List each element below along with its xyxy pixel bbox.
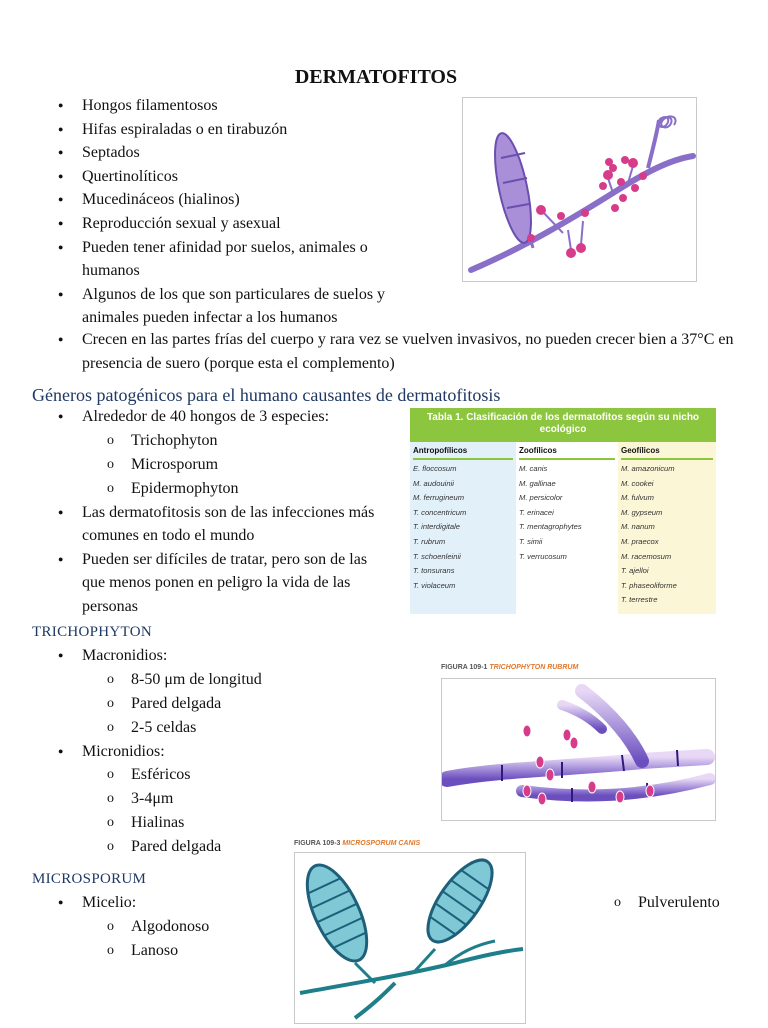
page-title: DERMATOFITOS: [294, 66, 458, 88]
microsporum-drawing: [295, 853, 525, 1023]
macronidios-list: [32, 668, 412, 740]
table-cell: M. amazonicum: [621, 464, 675, 473]
table-column-geofilicos: [618, 442, 716, 614]
list-item: ● Septados: [32, 141, 412, 165]
trichophyton-drawing: [442, 679, 715, 820]
genera-list: [32, 405, 392, 429]
column-header: Zoofílicos: [519, 444, 615, 460]
table-cell: T. erinacei: [519, 507, 554, 517]
list-item: o Esféricos: [32, 763, 412, 787]
table-cell: T. tonsurans: [413, 566, 455, 576]
list-item: ● Hifas espiraladas o en tirabuzón: [32, 118, 412, 142]
table-cell: T. phaseoliforme: [621, 580, 677, 590]
list-item: ● Crecen en las partes frías del cuerpo y rara vez se vuelven invasivos, no pueden crecer bien a 37°C en presencia de suero (porque esta el complemento): [32, 328, 752, 375]
microsporum-list: [32, 891, 292, 915]
sub-bullet-marker: o: [614, 895, 621, 910]
list-item: o Trichophyton: [32, 429, 392, 453]
list-item: ● Alrededor de 40 hongos de 3 especies:: [32, 405, 392, 429]
table-cell: M. gallinae: [519, 478, 556, 488]
table-cell: M. audouinii: [413, 478, 454, 488]
table-cell: T. verrucosum: [519, 551, 567, 561]
column-header: Antropofílicos: [413, 444, 513, 460]
species-list: [32, 429, 392, 501]
intro-list: [32, 94, 412, 330]
trichophyton-list: [32, 644, 412, 668]
list-item: ● Quertinolíticos: [32, 165, 412, 189]
table-cell: T. simii: [519, 536, 543, 546]
list-item: ● Mucedináceos (hialinos): [32, 188, 412, 212]
microsporum-section: [32, 891, 292, 963]
table-cell: M. gypseum: [621, 507, 663, 517]
table-cell: M. nanum: [621, 522, 655, 532]
trichophyton-section: [32, 644, 412, 859]
table-cell: M. praecox: [621, 536, 659, 546]
table-columns: [410, 442, 716, 614]
table-cell: T. schoenleinii: [413, 551, 461, 561]
dermatophyte-classification-table: [410, 408, 716, 614]
list-item: ● Macronidios:: [32, 644, 412, 668]
list-item: ● Algunos de los que son particulares de suelos y animales pueden infectar a los humanos: [32, 283, 412, 330]
table-title: Tabla 1. Clasificación de los dermatofitos según su nicho ecológico: [410, 408, 716, 442]
table-cell: T. mentagrophytes: [519, 522, 582, 532]
table-cell: T. violaceum: [413, 580, 456, 590]
list-item: ● Micelio:: [32, 891, 292, 915]
list-item: o 8-50 μm de longitud: [32, 668, 412, 692]
list-item: o Lanoso: [32, 939, 292, 963]
figure-caption-trichophyton: [441, 664, 578, 671]
table-cell: T. interdigitale: [413, 522, 460, 532]
microsporum-illustration: [294, 852, 526, 1024]
column-header: Geofílicos: [621, 444, 713, 460]
table-cell: T. ajelloi: [621, 566, 649, 576]
microsporum-extra-item: [614, 891, 724, 915]
table-cell: T. terrestre: [621, 595, 658, 605]
list-item: o Epidermophyton: [32, 477, 392, 501]
intro-list-wide: [32, 328, 752, 375]
list-item: o Pared delgada: [32, 692, 412, 716]
table-column-zoofilicos: [516, 442, 618, 614]
list-item: o Pared delgada: [32, 835, 412, 859]
genera-section: [32, 405, 392, 619]
section-heading-genera: Géneros patogénicos para el humano causantes de dermatofitosis: [32, 385, 501, 405]
table-column-antropofilicos: [410, 442, 516, 614]
genera-list-2: [32, 501, 392, 619]
list-item: Pulverulento: [638, 894, 720, 911]
section-heading-microsporum: MICROSPORUM: [32, 871, 147, 887]
list-item: o Microsporum: [32, 453, 392, 477]
list-item: ● Micronidios:: [32, 740, 412, 764]
figure-species: TRICHOPHYTON RUBRUM: [489, 664, 579, 671]
micelio-list: [32, 915, 292, 963]
table-cell: T. concentricum: [413, 507, 467, 517]
dermatophyte-illustration: [462, 97, 697, 282]
table-cell: M. racemosum: [621, 551, 672, 561]
list-item: ● Pueden tener afinidad por suelos, animales o humanos: [32, 236, 412, 283]
list-item: o 2-5 celdas: [32, 716, 412, 740]
hyphae-drawing: [463, 98, 696, 281]
table-cell: M. ferrugineum: [413, 493, 465, 503]
list-item: o Algodonoso: [32, 915, 292, 939]
table-cell: M. canis: [519, 464, 548, 473]
table-cell: T. rubrum: [413, 536, 446, 546]
trichophyton-illustration: [441, 678, 716, 821]
list-item: ● Pueden ser difíciles de tratar, pero son de las que menos ponen en peligro la vida de las personas: [32, 548, 392, 619]
table-cell: M. persicolor: [519, 493, 563, 503]
table-cell: M. cookei: [621, 478, 654, 488]
list-item: o 3-4μm: [32, 787, 412, 811]
table-cell: M. fulvum: [621, 493, 654, 503]
list-item: o Hialinas: [32, 811, 412, 835]
figure-number: FIGURA 109-3: [294, 840, 341, 847]
figure-number: FIGURA 109-1: [441, 664, 488, 671]
figure-caption-microsporum: [294, 840, 420, 847]
list-item: ● Reproducción sexual y asexual: [32, 212, 412, 236]
trichophyton-list-2: [32, 740, 412, 764]
list-item: ● Hongos filamentosos: [32, 94, 412, 118]
list-item: ● Las dermatofitosis son de las infecciones más comunes en todo el mundo: [32, 501, 392, 548]
section-heading-trichophyton: TRICHOPHYTON: [32, 624, 152, 640]
figure-species: MICROSPORUM CANIS: [342, 840, 421, 847]
table-cell: E. floccosum: [413, 464, 457, 473]
